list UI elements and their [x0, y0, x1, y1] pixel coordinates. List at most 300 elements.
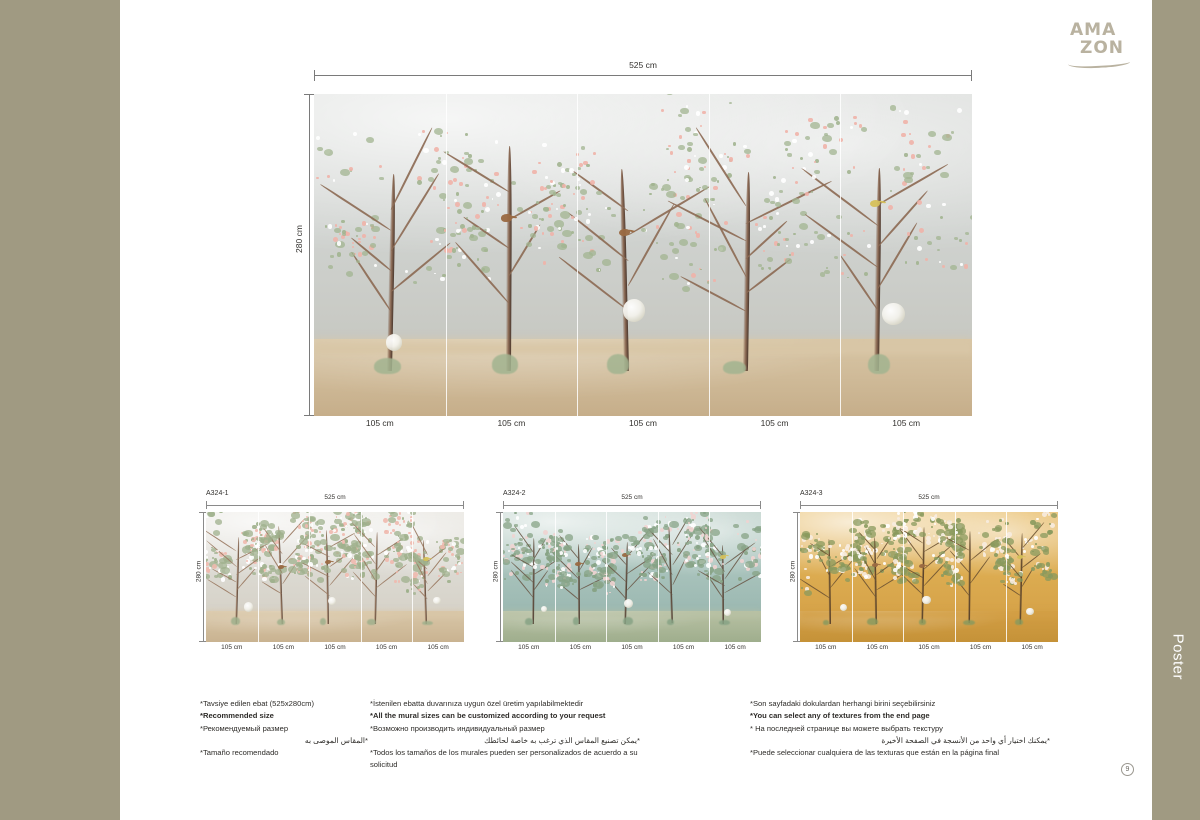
leaf-cluster — [311, 534, 316, 537]
logo-line-1: AMA — [1070, 20, 1117, 40]
blossom-cluster — [396, 571, 398, 573]
variant-height-label: 280 cm — [492, 560, 500, 583]
leaf-cluster — [443, 557, 450, 562]
leaf-cluster — [445, 151, 449, 154]
leaf-cluster — [545, 552, 551, 556]
leaf-cluster — [785, 238, 789, 241]
amazon-logo — [1066, 18, 1138, 70]
variant-a324-1[interactable] — [192, 490, 464, 665]
note-line: *يمكنك اختيار أي واحد من الأنسجة في الصفحة الأخيرة — [881, 735, 1050, 745]
note-line: *Tamaño recomendado — [200, 748, 279, 758]
blossom-cluster — [448, 544, 450, 546]
note-line: *Son sayfadaki dokulardan herhangi birini seçebilirsiniz — [750, 699, 936, 708]
blossom-cluster — [363, 544, 366, 547]
blossom-cluster — [410, 541, 414, 545]
ground-shrub — [823, 620, 829, 625]
variant-width-dimension — [503, 494, 761, 508]
panel-label: 105 cm — [724, 644, 746, 651]
bird — [720, 555, 726, 559]
leaf-cluster — [845, 578, 850, 582]
leaf-cluster — [208, 512, 216, 517]
leaf-cluster — [443, 539, 449, 544]
leaf-cluster — [897, 579, 903, 584]
blossom-cluster — [512, 534, 515, 537]
blossom-cluster — [994, 553, 998, 557]
panel-label: 105 cm — [918, 644, 940, 651]
variant-panel-labels — [800, 644, 1058, 651]
blossom-cluster — [738, 577, 742, 581]
leaf-cluster — [1034, 522, 1042, 528]
leaf-cluster — [666, 191, 676, 198]
leaf-cluster — [669, 242, 674, 246]
blossom-cluster — [364, 531, 366, 533]
blossom-cluster — [212, 564, 217, 569]
blossom-cluster — [440, 277, 445, 282]
blossom-cluster — [337, 252, 341, 256]
blossom-cluster — [342, 533, 345, 536]
variant-width-dimension — [800, 494, 1058, 508]
blossom-cluster — [482, 202, 486, 206]
leaf-cluster — [426, 266, 432, 271]
blossom-cluster — [345, 525, 348, 528]
blossom-cluster — [552, 569, 556, 573]
leaf-cluster — [940, 536, 946, 541]
blossom-cluster — [588, 556, 590, 558]
leaf-cluster — [787, 153, 791, 156]
blossom-cluster — [206, 556, 208, 558]
blossom-cluster — [341, 551, 343, 553]
leaf-cluster — [934, 150, 941, 155]
ground-shrub — [367, 619, 375, 625]
blossom-cluster — [793, 233, 795, 235]
blossom-cluster — [262, 577, 266, 581]
blossom-cluster — [792, 139, 797, 144]
variant-a324-3[interactable] — [786, 490, 1058, 665]
blossom-cluster — [536, 201, 539, 204]
mural-artwork — [503, 512, 761, 642]
leaf-cluster — [678, 145, 684, 150]
blossom-cluster — [901, 133, 905, 137]
blossom-cluster — [854, 122, 857, 125]
leaf-cluster — [360, 522, 367, 527]
leaf-cluster — [469, 235, 478, 242]
leaf-cluster — [928, 131, 936, 137]
leaf-cluster — [1042, 570, 1047, 574]
leaf-cluster — [410, 583, 413, 585]
blossom-cluster — [448, 180, 453, 185]
mural-artwork — [314, 94, 972, 416]
note-line: *المقاس الموصى به — [304, 735, 368, 745]
leaf-cluster — [269, 576, 279, 583]
blossom-cluster — [925, 258, 928, 261]
blossom-cluster — [306, 512, 309, 513]
blossom-cluster — [643, 209, 645, 211]
leaf-cluster — [357, 557, 363, 562]
leaf-cluster — [428, 177, 434, 182]
variant-panel-labels — [206, 644, 464, 651]
note-line: *Рекомендуемый размер — [200, 723, 289, 733]
leaf-cluster — [643, 534, 650, 539]
leaf-cluster — [525, 549, 532, 554]
leaf-cluster — [446, 255, 452, 259]
leaf-cluster — [708, 518, 713, 522]
note-line: *يمكن تصنيع المقاس الذي ترغب به خاصة لحائطك — [484, 735, 640, 745]
blossom-cluster — [812, 175, 816, 179]
blossom-cluster — [542, 232, 544, 234]
blossom-cluster — [457, 209, 462, 214]
leaf-cluster — [340, 169, 350, 176]
blossom-cluster — [1035, 543, 1037, 545]
leaf-cluster — [1030, 549, 1039, 556]
leaf-cluster — [911, 522, 917, 526]
leaf-cluster — [1037, 546, 1042, 550]
leaf-cluster — [943, 564, 946, 566]
leaf-cluster — [861, 127, 867, 132]
blossom-cluster — [610, 581, 615, 586]
blossom-cluster — [465, 133, 468, 136]
leaf-cluster — [752, 571, 759, 577]
blossom-cluster — [607, 207, 610, 210]
blossom-cluster — [692, 519, 694, 521]
blossom-cluster — [763, 225, 766, 228]
blossom-cluster — [259, 531, 262, 534]
blossom-cluster — [533, 565, 537, 569]
leaf-cluster — [260, 570, 263, 573]
logo-line-2: ZON — [1080, 38, 1125, 58]
blossom-cluster — [933, 535, 935, 537]
blossom-cluster — [903, 168, 905, 170]
blossom-cluster — [325, 225, 327, 227]
leaf-cluster — [860, 556, 867, 561]
variant-a324-2[interactable] — [489, 490, 761, 665]
blossom-cluster — [455, 202, 460, 207]
blossom-cluster — [702, 111, 705, 114]
blossom-cluster — [593, 548, 595, 550]
leaf-cluster — [664, 524, 668, 527]
blossom-cluster — [417, 180, 422, 185]
note-line: *All the mural sizes can be customized according to your request — [370, 711, 606, 721]
leaf-cluster — [698, 157, 707, 164]
leaf-cluster — [330, 255, 333, 257]
leaf-cluster — [954, 537, 962, 543]
leaf-cluster — [810, 122, 820, 129]
blossom-cluster — [446, 132, 448, 134]
blossom-cluster — [316, 136, 320, 140]
blossom-cluster — [882, 529, 885, 532]
leaf-cluster — [804, 590, 812, 596]
blossom-cluster — [696, 188, 700, 192]
variant-height-label: 280 cm — [195, 560, 203, 583]
leaf-cluster — [641, 228, 646, 232]
leaf-cluster — [611, 214, 616, 218]
leaf-cluster — [919, 532, 926, 537]
blossom-cluster — [826, 267, 828, 269]
ground-shrub — [607, 354, 630, 374]
leaf-cluster — [653, 572, 660, 577]
leaf-cluster — [540, 538, 545, 542]
leaf-cluster — [434, 128, 443, 135]
leaf-cluster — [912, 579, 919, 584]
panel-label: 105 cm — [629, 418, 657, 428]
leaf-cluster — [853, 519, 861, 525]
leaf-cluster — [556, 193, 561, 197]
right-color-band — [1152, 0, 1200, 820]
leaf-cluster — [450, 166, 460, 173]
leaf-cluster — [608, 552, 617, 559]
blossom-cluster — [462, 255, 466, 259]
blossom-cluster — [755, 223, 758, 226]
blossom-cluster — [426, 540, 430, 544]
leaf-cluster — [792, 198, 800, 204]
blossom-cluster — [508, 550, 510, 552]
leaf-cluster — [514, 550, 520, 555]
ground-shrub — [277, 619, 285, 626]
note-line: * На последней странице вы можете выбрать текстуру — [750, 723, 943, 733]
main-height-dimension — [292, 94, 314, 416]
blossom-cluster — [528, 224, 531, 227]
variant-mural-image — [800, 512, 1058, 642]
leaf-cluster — [775, 202, 781, 207]
blossom-cluster — [800, 157, 803, 160]
blossom-cluster — [744, 551, 748, 555]
leaf-cluster — [602, 259, 610, 265]
leaf-cluster — [758, 264, 762, 267]
leaf-cluster — [410, 512, 416, 515]
main-width-dimension — [314, 60, 972, 82]
blossom-cluster — [686, 105, 689, 108]
blossom-cluster — [406, 590, 409, 593]
leaf-cluster — [643, 516, 648, 520]
blossom-cluster — [305, 524, 308, 527]
leaf-cluster — [546, 185, 551, 189]
blossom-cluster — [444, 229, 447, 232]
ground-shrub — [963, 620, 974, 625]
leaf-cluster — [992, 528, 996, 531]
panel-label: 105 cm — [272, 644, 295, 651]
leaf-cluster — [892, 533, 897, 537]
leaf-cluster — [660, 254, 668, 260]
leaf-cluster — [401, 576, 411, 583]
leaf-cluster — [705, 545, 709, 548]
blossom-cluster — [435, 238, 438, 241]
leaf-cluster — [328, 265, 333, 269]
leaf-cluster — [442, 571, 449, 576]
blossom-cluster — [345, 540, 348, 543]
leaf-cluster — [600, 567, 610, 574]
bird — [575, 562, 581, 566]
leaf-cluster — [543, 207, 548, 211]
blossom-cluster — [911, 154, 915, 158]
ground-shrub — [374, 358, 401, 374]
note-line: *İstenilen ebatta duvarınıza uygun özel üretim yapılabilmektedir — [370, 699, 584, 708]
leaf-cluster — [1000, 580, 1004, 583]
leaf-cluster — [532, 214, 537, 218]
leaf-cluster — [596, 191, 602, 196]
blossom-cluster — [638, 531, 642, 535]
blossom-cluster — [864, 272, 868, 276]
blossom-cluster — [960, 263, 962, 265]
mural-artwork — [800, 512, 1058, 642]
leaf-cluster — [710, 529, 720, 536]
blossom-cluster — [897, 517, 900, 520]
leaf-cluster — [1038, 563, 1044, 568]
leaf-cluster — [244, 530, 252, 536]
ground-shrub — [667, 619, 674, 625]
large-flower — [433, 597, 441, 605]
leaf-cluster — [390, 512, 397, 517]
leaf-cluster — [955, 523, 965, 530]
leaf-cluster — [682, 286, 690, 292]
blossom-cluster — [545, 176, 547, 178]
leaf-cluster — [615, 536, 622, 541]
leaf-cluster — [404, 553, 411, 558]
blossom-cluster — [978, 532, 980, 534]
blossom-cluster — [670, 151, 673, 154]
blossom-cluster — [950, 558, 954, 562]
variant-panel-labels — [503, 644, 761, 651]
blossom-cluster — [713, 279, 716, 282]
blossom-cluster — [808, 152, 813, 157]
blossom-cluster — [769, 191, 774, 196]
leaf-cluster — [594, 573, 603, 580]
blossom-cluster — [986, 520, 989, 523]
leaf-cluster — [926, 166, 929, 169]
blossom-cluster — [795, 181, 798, 184]
leaf-cluster — [591, 556, 597, 560]
leaf-cluster — [526, 242, 532, 246]
leaf-cluster — [937, 519, 944, 524]
leaf-cluster — [1010, 549, 1016, 553]
blossom-cluster — [903, 527, 907, 531]
blossom-cluster — [538, 545, 542, 549]
leaf-cluster — [917, 512, 924, 516]
blossom-cluster — [698, 555, 701, 558]
leaf-cluster — [849, 551, 856, 556]
blossom-cluster — [486, 196, 489, 199]
leaf-cluster — [580, 189, 588, 195]
blossom-cluster — [639, 547, 642, 550]
leaf-cluster — [687, 142, 693, 146]
blossom-cluster — [656, 242, 658, 244]
blossom-cluster — [890, 563, 894, 567]
leaf-cluster — [299, 538, 308, 545]
blossom-cluster — [792, 167, 794, 169]
blossom-cluster — [752, 547, 756, 551]
leaf-cluster — [700, 512, 709, 517]
leaf-cluster — [531, 521, 540, 528]
blossom-cluster — [846, 544, 850, 548]
leaf-cluster — [954, 237, 958, 240]
leaf-cluster — [1017, 578, 1023, 582]
blossom-cluster — [839, 138, 843, 142]
blossom-cluster — [363, 572, 365, 574]
leaf-cluster — [431, 168, 438, 173]
blossom-cluster — [406, 546, 409, 549]
leaf-cluster — [342, 233, 346, 236]
blossom-cluster — [452, 248, 456, 252]
blossom-cluster — [520, 525, 524, 529]
blossom-cluster — [785, 130, 788, 133]
blossom-cluster — [456, 247, 458, 249]
leaf-cluster — [560, 211, 570, 218]
blossom-cluster — [841, 272, 843, 274]
leaf-cluster — [362, 251, 368, 255]
blossom-cluster — [775, 197, 780, 202]
blossom-cluster — [823, 144, 827, 148]
blossom-cluster — [582, 240, 584, 242]
panel-label: 105 cm — [621, 644, 643, 651]
leaf-cluster — [941, 551, 945, 554]
blossom-cluster — [801, 545, 803, 547]
leaf-cluster — [729, 102, 732, 104]
blossom-cluster — [786, 245, 788, 247]
leaf-cluster — [712, 198, 715, 201]
variant-code: A324-2 — [503, 490, 526, 497]
blossom-cluster — [516, 516, 519, 519]
large-flower — [328, 597, 336, 605]
blossom-cluster — [717, 180, 719, 182]
panel-label: 105 cm — [324, 644, 346, 651]
leaf-cluster — [269, 565, 276, 570]
blossom-cluster — [321, 563, 323, 565]
blossom-cluster — [586, 208, 588, 210]
blossom-cluster — [814, 161, 816, 163]
blossom-cluster — [903, 120, 907, 124]
leaf-cluster — [676, 223, 684, 229]
page-number: 9 — [1121, 763, 1134, 776]
leaf-cluster — [511, 181, 516, 185]
blossom-cluster — [823, 126, 827, 130]
blossom-cluster — [308, 556, 311, 559]
large-flower — [1026, 608, 1033, 615]
bird — [501, 214, 512, 221]
large-flower — [724, 609, 731, 616]
leaf-cluster — [927, 241, 932, 245]
blossom-cluster — [835, 556, 837, 558]
leaf-cluster — [384, 555, 389, 559]
blossom-cluster — [897, 512, 899, 514]
blossom-cluster — [676, 212, 681, 217]
variant-mural-image — [206, 512, 464, 642]
leaf-cluster — [511, 548, 515, 551]
blossom-cluster — [316, 564, 318, 566]
leaf-cluster — [693, 133, 698, 136]
leaf-cluster — [784, 141, 791, 146]
leaf-cluster — [565, 534, 574, 541]
blossom-cluster — [481, 210, 483, 212]
leaf-cluster — [251, 550, 258, 555]
leaf-cluster — [824, 270, 830, 274]
blossom-cluster — [919, 228, 924, 233]
leaf-cluster — [584, 570, 593, 576]
blossom-cluster — [298, 525, 301, 528]
blossom-cluster — [455, 222, 457, 224]
leaf-cluster — [307, 572, 312, 576]
leaf-cluster — [317, 147, 323, 151]
blossom-cluster — [1005, 522, 1008, 525]
blossom-cluster — [760, 548, 761, 551]
notes-column-2 — [370, 698, 640, 772]
panel-label: 105 cm — [518, 644, 540, 651]
leaf-cluster — [561, 244, 566, 248]
leaf-cluster — [894, 166, 901, 171]
leaf-cluster — [745, 561, 755, 568]
blossom-cluster — [534, 226, 538, 230]
leaf-cluster — [680, 108, 688, 114]
leaf-cluster — [370, 243, 376, 248]
leaf-cluster — [297, 567, 302, 571]
leaf-cluster — [503, 559, 510, 565]
